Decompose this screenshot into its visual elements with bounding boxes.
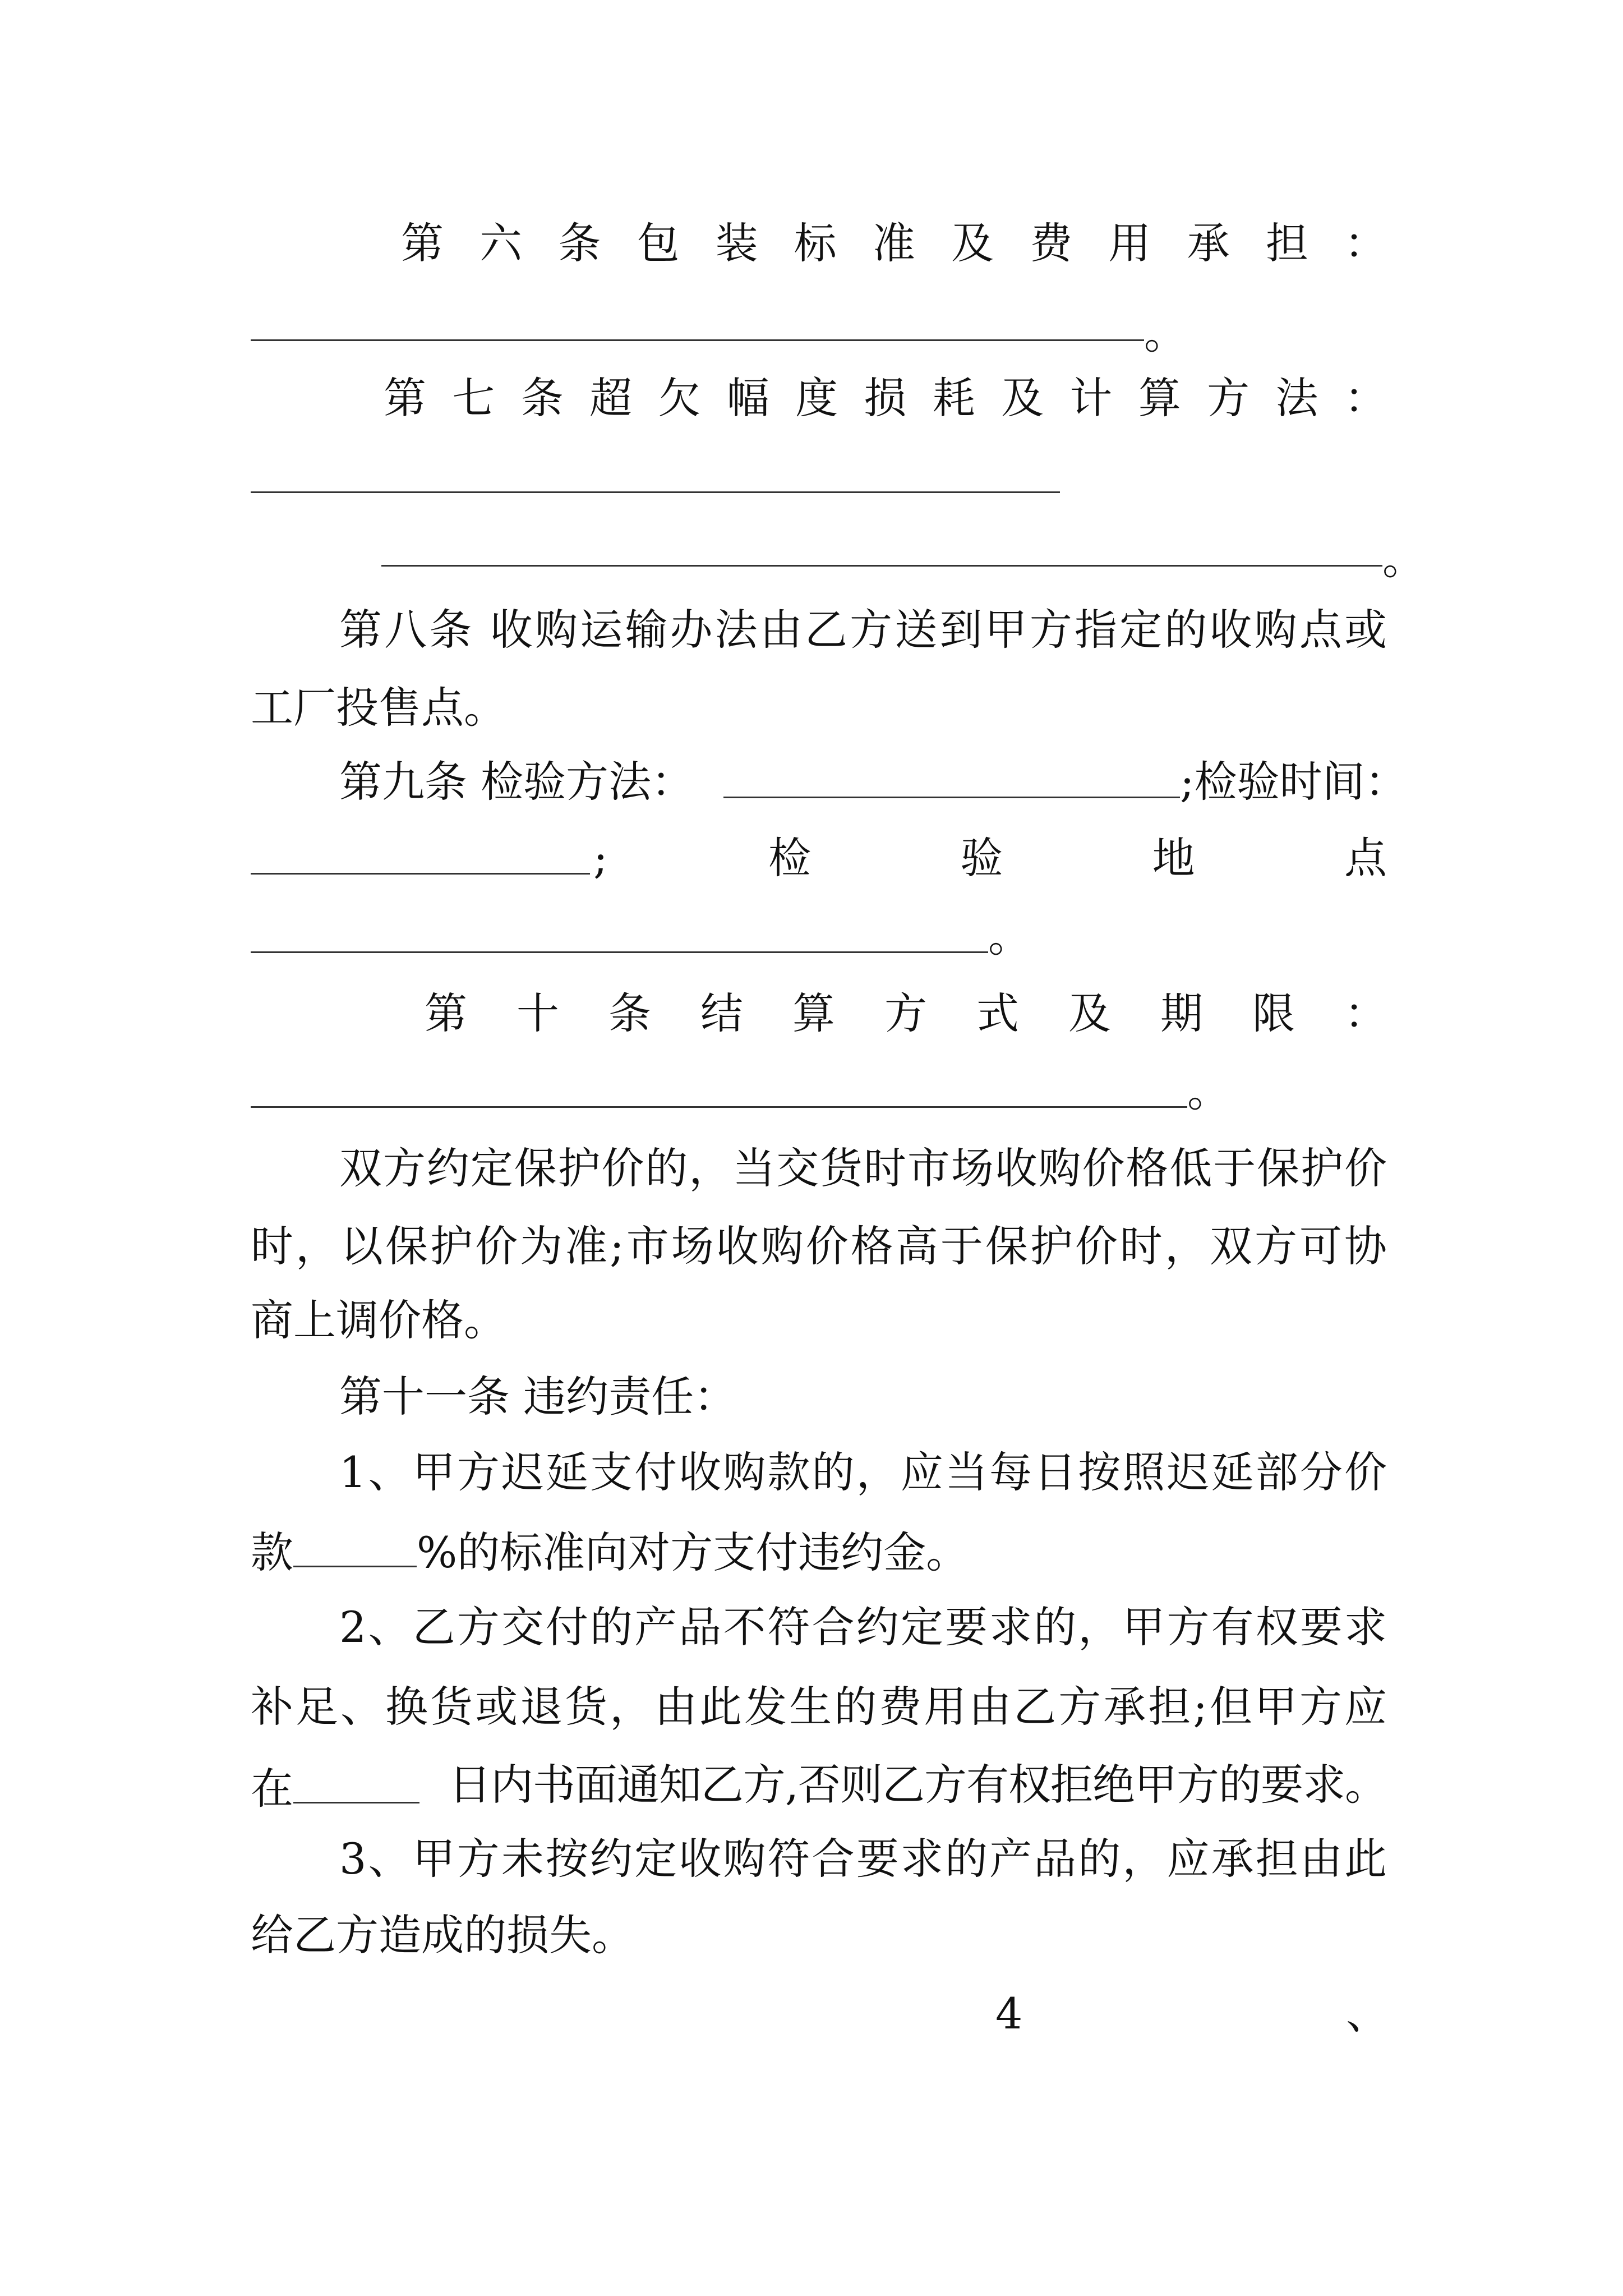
- inspection-time-blank: [251, 873, 590, 875]
- article-6-blank: [251, 339, 1144, 341]
- article-10-period: 。: [1187, 1066, 1230, 1116]
- item-1-line-2: [251, 1521, 969, 1577]
- article-8-line-1: 第八条 收购运输办法由乙方送到甲方指定的收购点或: [339, 605, 1387, 655]
- char: 六: [479, 218, 523, 268]
- char: 计: [1069, 373, 1113, 423]
- char: 度: [795, 373, 838, 423]
- article-7-heading: [384, 370, 1387, 426]
- char: 法: [1275, 373, 1318, 423]
- char: 点: [1344, 833, 1387, 883]
- char: 条: [558, 218, 601, 268]
- char: 检: [768, 833, 811, 883]
- notice-days-blank: [293, 1757, 419, 1803]
- protect-line-1: 双方约定保护价的，当交货时市场收购价格低于保护价: [339, 1143, 1387, 1193]
- char: 装: [715, 218, 758, 268]
- item-2-line-2: 补足、换货或退货，由此发生的费用由乙方承担;但甲方应: [251, 1682, 1387, 1732]
- item-3-line-2: 给乙方造成的损失。: [251, 1910, 634, 1960]
- char: 超: [589, 373, 633, 423]
- char: 方: [884, 988, 927, 1038]
- char: 方: [1207, 373, 1250, 423]
- penalty-percent-blank: [293, 1521, 417, 1567]
- char: 及: [951, 218, 994, 268]
- item-2-line-3: [251, 1757, 1387, 1813]
- protect-line-2: 时，以保护价为准;市场收购价格高于保护价时，双方可协: [251, 1221, 1387, 1271]
- inspection-place-label: [768, 830, 1387, 886]
- article-9-period: 。: [988, 912, 1031, 961]
- item-1-post: %的标准向对方支付违约金。: [417, 1527, 969, 1577]
- char: 验: [960, 833, 1003, 883]
- article-7-blank-1: [251, 491, 1060, 493]
- article-11-title: 第十一条 违约责任：: [339, 1372, 737, 1421]
- char: ：: [1344, 988, 1387, 1038]
- inspection-place-blank: [251, 951, 988, 953]
- inspection-time-semicolon: ;: [593, 833, 608, 883]
- article-8-line-2: 工厂投售点。: [251, 683, 506, 733]
- char: 地: [1152, 833, 1195, 883]
- char: 第: [401, 218, 444, 268]
- char: 七: [452, 373, 495, 423]
- char: 条: [608, 988, 651, 1038]
- char: 包: [637, 218, 680, 268]
- char: 耗: [932, 373, 975, 423]
- article-6-heading: [401, 215, 1387, 272]
- char: 幅: [726, 373, 769, 423]
- item-4-number: 4: [995, 1989, 1023, 2039]
- char: 费: [1030, 218, 1073, 268]
- item-2-line-1: 2、乙方交付的产品不符合约定要求的，甲方有权要求: [339, 1602, 1387, 1652]
- char: 标: [794, 218, 837, 268]
- char: 担: [1265, 218, 1308, 268]
- item-2-pre: 在: [251, 1764, 293, 1814]
- char: 准: [872, 218, 915, 268]
- char: 及: [1068, 988, 1111, 1038]
- char: 第: [384, 373, 426, 423]
- article-7-period: 。: [1382, 534, 1425, 584]
- item-1-pre: 款: [251, 1527, 293, 1577]
- char: 算: [1138, 373, 1181, 423]
- char: 限: [1252, 988, 1295, 1038]
- item-1-line-1: 1、甲方迟延支付收购款的，应当每日按照迟延部分价: [339, 1447, 1387, 1497]
- char: 十: [517, 988, 559, 1038]
- inspection-method-blank: [723, 797, 1180, 798]
- char: 式: [976, 988, 1019, 1038]
- item-3-line-1: 3、甲方未按约定收购符合要求的产品的，应承担由此: [339, 1834, 1387, 1884]
- article-10-heading: [425, 986, 1387, 1042]
- char: 损: [864, 373, 907, 423]
- char: 条: [520, 373, 564, 423]
- char: ：: [1344, 373, 1387, 423]
- item-2-post: 日内书面通知乙方,否则乙方有权拒绝甲方的要求。: [448, 1760, 1387, 1810]
- char: 欠: [658, 373, 701, 423]
- char: 用: [1108, 218, 1151, 268]
- item-4-mark: 、: [1346, 1989, 1389, 2039]
- inspection-method-label: 第九条 检验方法：: [339, 757, 694, 807]
- article-10-blank: [251, 1106, 1187, 1108]
- inspection-time-label: ;检验时间：: [1180, 757, 1408, 807]
- char: 算: [792, 988, 835, 1038]
- char: 第: [425, 988, 467, 1038]
- char: 及: [1001, 373, 1044, 423]
- char: ：: [1344, 218, 1387, 268]
- char: 结: [700, 988, 743, 1038]
- char: 承: [1187, 218, 1230, 268]
- char: 期: [1160, 988, 1203, 1038]
- protect-line-3: 商上调价格。: [251, 1295, 506, 1345]
- article-7-blank-2: [381, 565, 1382, 567]
- article-6-period: 。: [1144, 309, 1187, 358]
